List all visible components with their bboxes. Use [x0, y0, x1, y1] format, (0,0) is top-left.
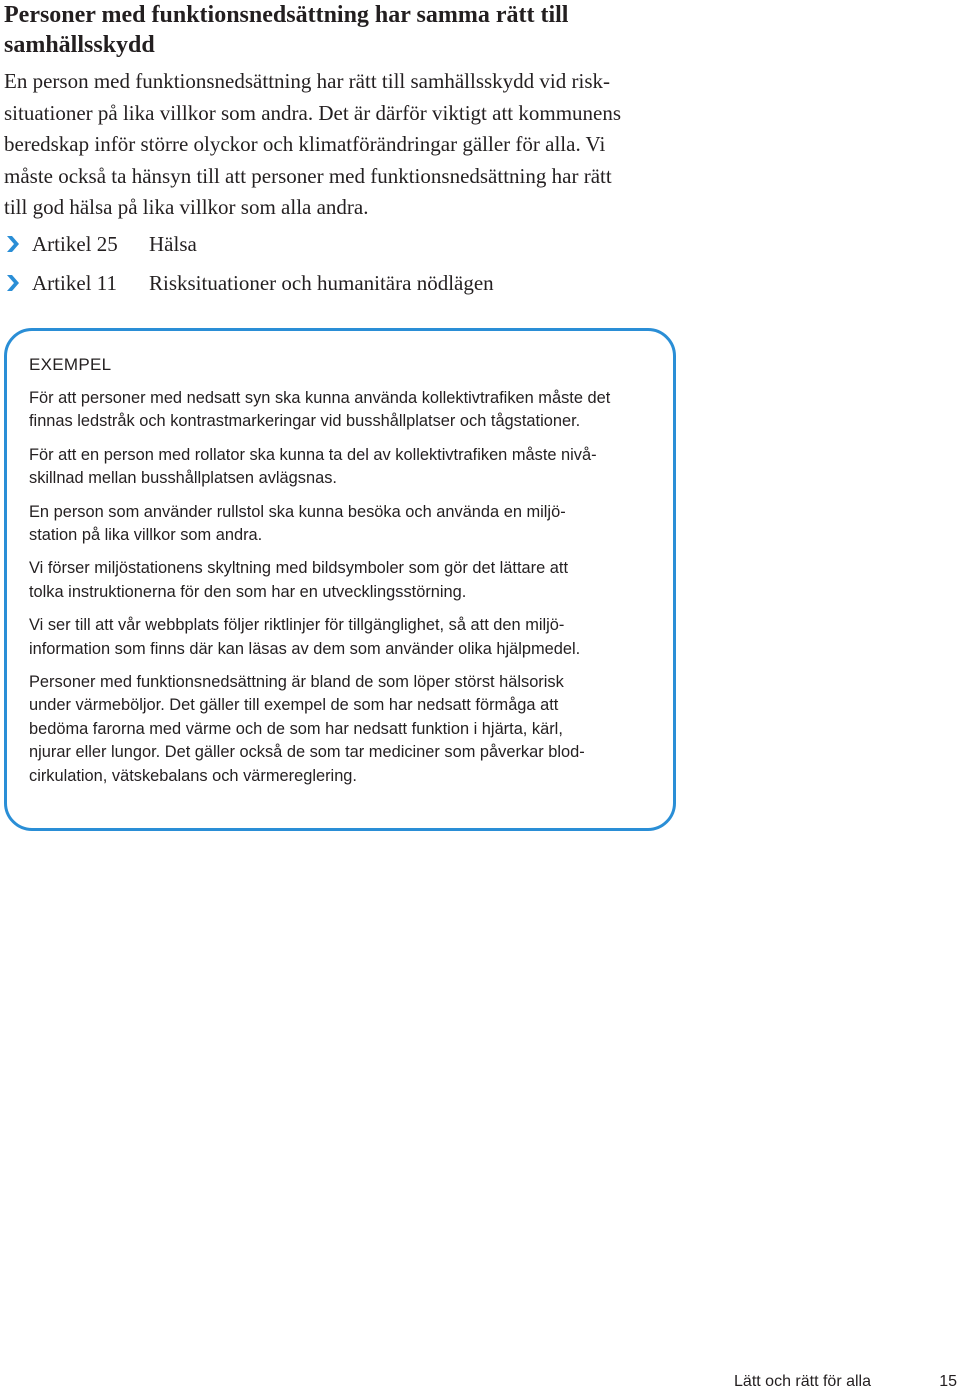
heading-line-1: Personer med funktionsnedsättning har samma rätt till [4, 2, 569, 28]
example-line: finnas ledstråk och kontrastmarkeringar vid busshållplatser och tågstationer. [29, 412, 581, 431]
page-footer [660, 1373, 960, 1393]
example-paragraph [29, 501, 659, 548]
example-line: För att personer med nedsatt syn ska kunna använda kollektivtrafiken måste det [29, 389, 611, 407]
example-paragraph [29, 671, 659, 788]
chevron-right-icon [4, 235, 22, 253]
article-title: Risksituationer och humanitära nödlägen [149, 271, 494, 295]
example-line: Personer med funktionsnedsättning är bland de som löper störst hälsorisk [29, 673, 564, 692]
article-number: Artikel 11 [32, 271, 117, 295]
example-box [4, 328, 676, 831]
intro-paragraph [4, 66, 694, 224]
example-paragraph [29, 614, 659, 661]
example-line: cirkulation, vätskebalans och värmereglering. [29, 766, 357, 785]
example-line: Vi ser till att vår webbplats följer riktlinjer för tillgänglighet, så att den miljö- [29, 616, 565, 635]
intro-line: måste också ta hänsyn till att personer med funktionsnedsättning har rätt [4, 163, 612, 188]
example-label: EXEMPEL [29, 355, 112, 374]
article-number: Artikel 25 [32, 232, 118, 256]
intro-line: beredskap inför större olyckor och klimatförändringar gäller för alla. Vi [4, 132, 606, 156]
example-line: njurar eller lungor. Det gäller också de som tar mediciner som påverkar blod- [29, 743, 585, 762]
footer-title: Lätt och rätt för alla [734, 1373, 871, 1390]
page-heading [4, 0, 704, 60]
intro-line: till god hälsa på lika villkor som alla andra. [4, 195, 369, 219]
example-paragraph [29, 444, 659, 491]
article-title: Hälsa [149, 232, 197, 256]
example-line: tolka instruktionerna för den som har en utvecklingsstörning. [29, 582, 467, 601]
example-line: under värmeböljor. Det gäller till exempel de som har nedsatt förmåga att [29, 696, 559, 715]
example-paragraph [29, 387, 659, 434]
intro-line: situationer på lika villkor som andra. Det är därför viktigt att kommunens [4, 100, 622, 125]
example-line: information som finns där kan läsas av dem som använder olika hjälpmedel. [29, 639, 581, 658]
example-line: En person som använder rullstol ska kunna besöka och använda en miljö- [29, 502, 566, 521]
heading-line-2: samhällsskydd [4, 32, 155, 58]
example-line: station på lika villkor som andra. [29, 526, 263, 545]
example-line: Vi förser miljöstationens skyltning med bildsymboler som gör det lättare att [29, 559, 569, 578]
example-paragraph [29, 557, 659, 604]
example-line: För att en person med rollator ska kunna ta del av kollektivtrafiken måste nivå- [29, 445, 597, 464]
example-line: skillnad mellan busshållplatsen avlägsnas. [29, 469, 337, 488]
chevron-right-icon [4, 274, 22, 292]
example-line: bedöma farorna med värme och de som har nedsatt funktion i hjärta, kärl, [29, 719, 563, 738]
intro-line: En person med funktionsnedsättning har rätt till samhällsskydd vid risk- [4, 69, 610, 93]
example-paragraphs [29, 387, 659, 798]
page-number: 15 [939, 1373, 957, 1390]
